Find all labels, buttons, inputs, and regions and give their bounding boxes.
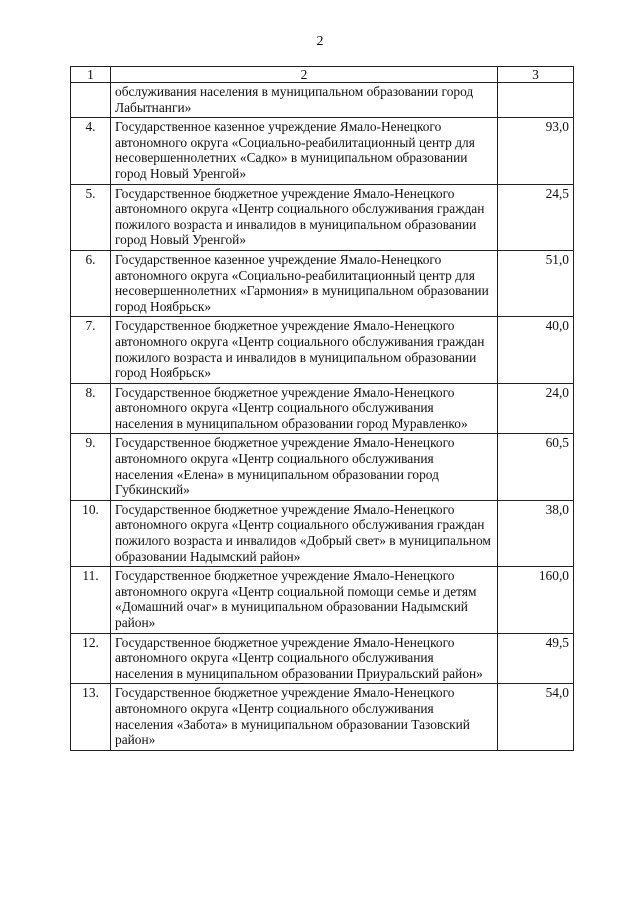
- row-number: 12.: [71, 633, 111, 684]
- table-row: [71, 500, 574, 566]
- row-institution: Государственное бюджетное учреждение Ямало-Ненецкого автономного округа «Центр социального обслуживания граждан пожилого возраста и инвалидов в муниципальном образовании город Ноябрьск»: [111, 317, 498, 383]
- row-value: 40,0: [498, 317, 574, 383]
- row-institution: Государственное бюджетное учреждение Ямало-Ненецкого автономного округа «Центр социального обслуживания граждан пожилого возраста и инвалидов в муниципальном образовании город Новый Уренгой»: [111, 184, 498, 250]
- row-institution: Государственное бюджетное учреждение Ямало-Ненецкого автономного округа «Центр социального обслуживания населения в муниципальном образовании Приуральский район»: [111, 633, 498, 684]
- table-row: [71, 83, 574, 118]
- row-value: [498, 83, 574, 118]
- table-row: [71, 434, 574, 500]
- table-header-row: [71, 67, 574, 83]
- table-row: [71, 383, 574, 434]
- row-institution: Государственное бюджетное учреждение Ямало-Ненецкого автономного округа «Центр социального обслуживания населения «Елена» в муниципальном образовании город Губкинский»: [111, 434, 498, 500]
- row-institution: Государственное бюджетное учреждение Ямало-Ненецкого автономного округа «Центр социального обслуживания населения «Забота» в муниципальном образовании Тазовский район»: [111, 684, 498, 750]
- row-institution: Государственное казенное учреждение Ямало-Ненецкого автономного округа «Социально-реабилитационный центр для несовершеннолетних «Гармония» в муниципальном образовании город Ноябрьск»: [111, 250, 498, 316]
- row-institution: Государственное бюджетное учреждение Ямало-Ненецкого автономного округа «Центр социального обслуживания граждан пожилого возраста и инвалидов «Добрый свет» в муниципальном образовании Надымский район»: [111, 500, 498, 566]
- column-header-institution: 2: [111, 67, 498, 83]
- table-row: [71, 250, 574, 316]
- row-institution: Государственное бюджетное учреждение Ямало-Ненецкого автономного округа «Центр социальной помощи семье и детям «Домашний очаг» в муниципальном образовании Надымский район»: [111, 567, 498, 633]
- row-number: 10.: [71, 500, 111, 566]
- row-number: 6.: [71, 250, 111, 316]
- row-number: 9.: [71, 434, 111, 500]
- row-value: 93,0: [498, 118, 574, 184]
- row-number: 7.: [71, 317, 111, 383]
- page-number: 2: [316, 34, 324, 49]
- row-institution: Государственное бюджетное учреждение Ямало-Ненецкого автономного округа «Центр социального обслуживания населения в муниципальном образовании город Муравленко»: [111, 383, 498, 434]
- row-value: 160,0: [498, 567, 574, 633]
- table-row: [71, 118, 574, 184]
- row-number: [71, 83, 111, 118]
- row-institution: обслуживания населения в муниципальном образовании город Лабытнанги»: [111, 83, 498, 118]
- table-row: [71, 633, 574, 684]
- column-header-value: 3: [498, 67, 574, 83]
- row-value: 38,0: [498, 500, 574, 566]
- row-institution: Государственное казенное учреждение Ямало-Ненецкого автономного округа «Социально-реабилитационный центр для несовершеннолетних «Садко» в муниципальном образовании город Новый Уренгой»: [111, 118, 498, 184]
- row-number: 13.: [71, 684, 111, 750]
- row-number: 8.: [71, 383, 111, 434]
- row-number: 5.: [71, 184, 111, 250]
- row-value: 49,5: [498, 633, 574, 684]
- table-row: [71, 317, 574, 383]
- table-row: [71, 567, 574, 633]
- row-number: 4.: [71, 118, 111, 184]
- row-number: 11.: [71, 567, 111, 633]
- row-value: 60,5: [498, 434, 574, 500]
- row-value: 24,5: [498, 184, 574, 250]
- row-value: 24,0: [498, 383, 574, 434]
- institutions-table: [70, 66, 574, 751]
- row-value: 51,0: [498, 250, 574, 316]
- row-value: 54,0: [498, 684, 574, 750]
- table-row: [71, 684, 574, 750]
- table-row: [71, 184, 574, 250]
- column-header-number: 1: [71, 67, 111, 83]
